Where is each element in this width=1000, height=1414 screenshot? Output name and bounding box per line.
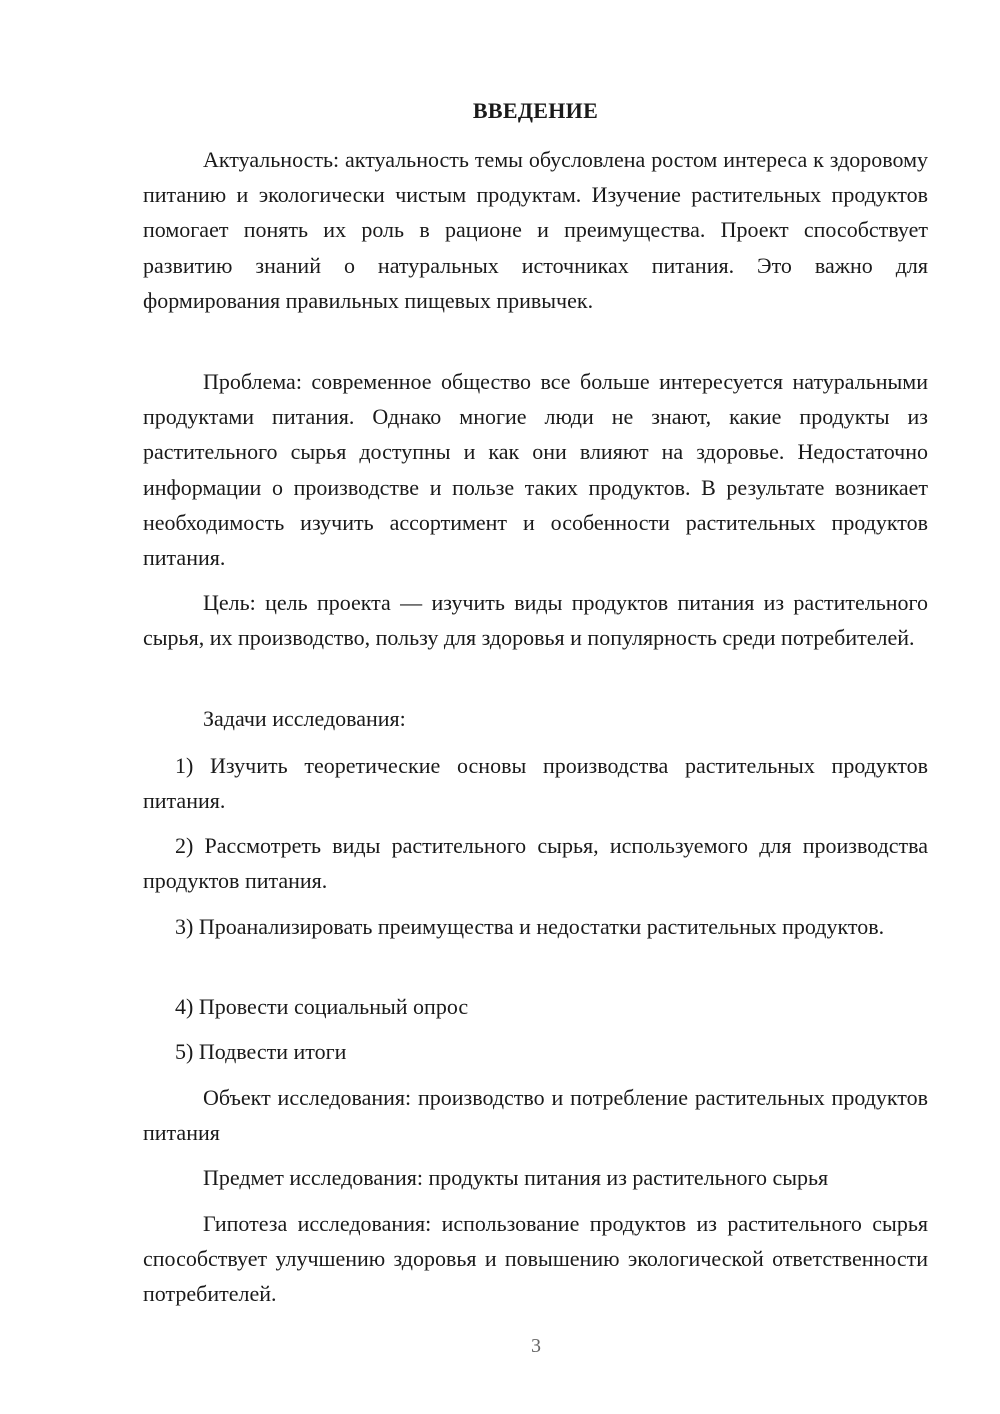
- goal-paragraph: Цель: цель проекта — изучить виды продуктов питания из растительного сырья, их производство, пользу для здоровья и популярность среди потребителей.: [143, 590, 928, 651]
- hypothesis-paragraph: Гипотеза исследования: использование продуктов из растительного сырья способствует улучшению здоровья и повышению экологической ответственности потребителей.: [143, 1211, 928, 1307]
- research-object-paragraph: Объект исследования: производство и потребление растительных продуктов питания: [143, 1085, 928, 1146]
- task-item: 4) Провести социальный опрос: [175, 994, 469, 1019]
- tasks-heading: Задачи исследования:: [203, 706, 406, 731]
- task-item: 5) Подвести итоги: [175, 1039, 347, 1064]
- relevance-paragraph: Актуальность: актуальность темы обусловлена ростом интереса к здоровому питанию и экологически чистым продуктам. Изучение растительных продуктов помогает понять их роль в рационе и преимущества. Проект способствует развитию знаний о натуральных источниках питания. Это важно для формирования правильных пищевых привычек.: [143, 147, 928, 313]
- page-title: ВВЕДЕНИЕ: [472, 98, 599, 123]
- research-subject-paragraph: Предмет исследования: продукты питания из растительного сырья: [203, 1165, 829, 1190]
- task-item: 3) Проанализировать преимущества и недостатки растительных продуктов.: [175, 914, 885, 939]
- task-item: 2) Рассмотреть виды растительного сырья, используемого для производства продуктов питания.: [143, 833, 928, 894]
- task-item: 1) Изучить теоретические основы производства растительных продуктов питания.: [143, 753, 928, 814]
- page-number: 3: [531, 1335, 541, 1357]
- problem-paragraph: Проблема: современное общество все больше интересуется натуральными продуктами питания. Однако многие люди не знают, какие продукты из растительного сырья доступны и как они влияют на здоровье. Недостаточно информации о производстве и пользе таких продуктов. В результате возникает необходимость изучить ассортимент и особенности растительных продуктов питания.: [143, 369, 928, 571]
